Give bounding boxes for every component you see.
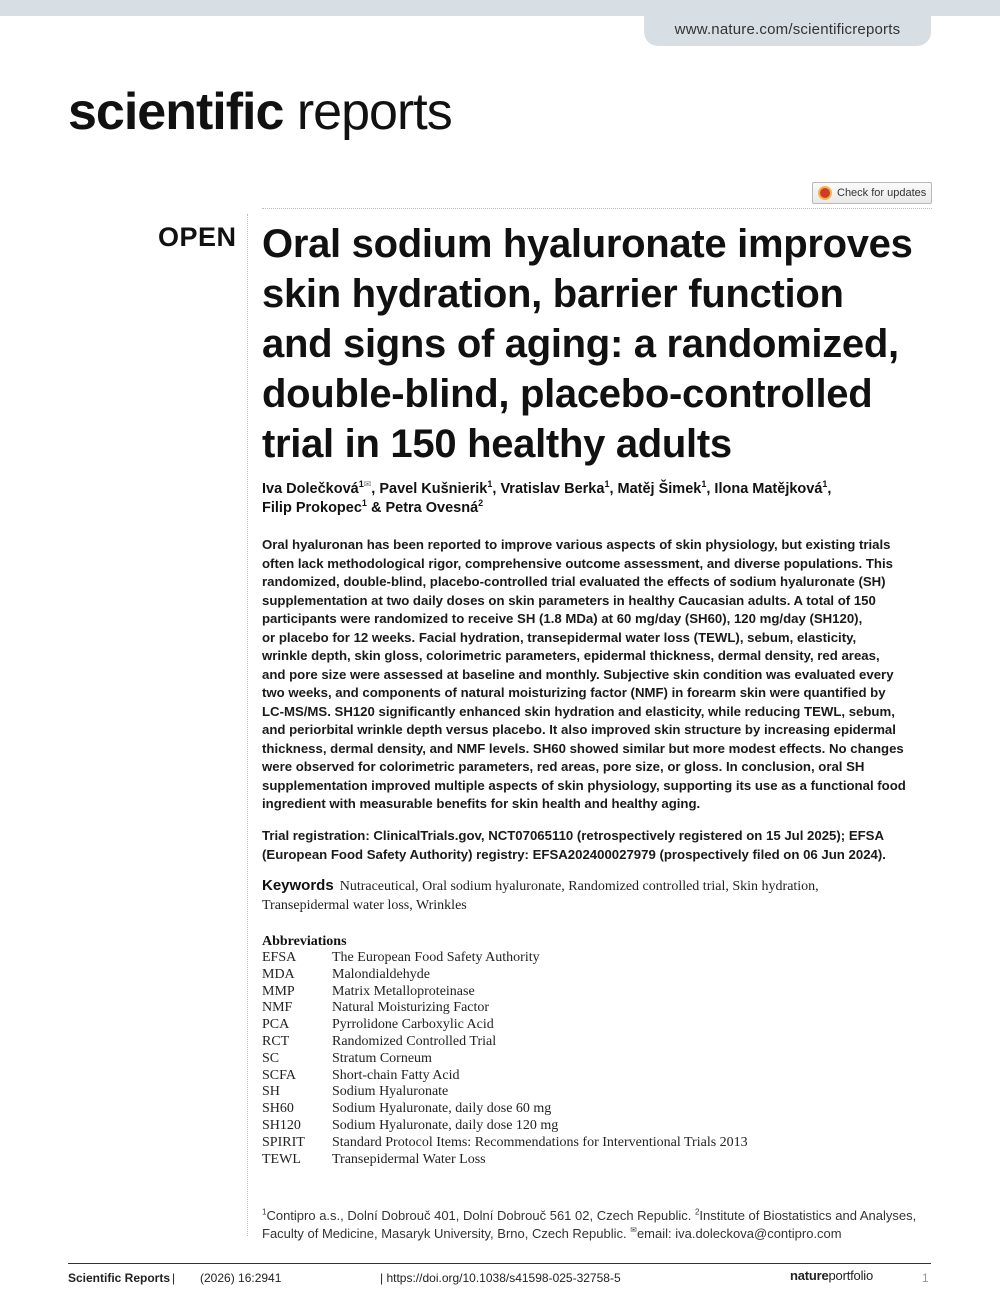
logo-light: reports (283, 83, 452, 141)
affiliation-sup: 1 (361, 498, 367, 509)
abstract-line: LC-MS/MS. SH120 significantly enhanced skin hydration and elasticity, while reducing TEWL, sebum, (262, 703, 895, 719)
keywords-line: Transepidermal water loss, Wrinkles (262, 898, 467, 913)
open-access-label: OPEN (158, 222, 237, 252)
article-title (262, 219, 932, 469)
affiliation-sup: 2 (478, 498, 484, 509)
abstract-line: ingredient with measurable benefits for skin health and healthy aging. (262, 796, 701, 811)
abbreviation-definition: Sodium Hyaluronate, daily dose 120 mg (332, 1117, 559, 1133)
abbreviation-row (262, 1152, 932, 1169)
abstract-line: supplementation at two daily doses on skin parameters in healthy Caucasian adults. A total of 150 (262, 592, 876, 608)
abbreviations (262, 933, 932, 1168)
abstract-line: and pore size were assessed at baseline and monthly. Subjective skin condition was evaluated every (262, 666, 894, 682)
abbreviation: NMF (262, 1000, 293, 1016)
check-updates-label: Check for updates (837, 187, 927, 199)
journal-url[interactable]: www.nature.com/scientificreports (644, 14, 931, 46)
journal-logo[interactable] (68, 82, 452, 142)
abbreviation: SC (262, 1050, 280, 1066)
abbreviation: MMP (262, 983, 295, 999)
abbreviation: TEWL (262, 1151, 301, 1167)
abbreviation-row (262, 1051, 932, 1068)
abstract-line: two weeks, and components of natural moisturizing factor (NMF) in forearm skin were quantified by (262, 685, 886, 700)
abbreviation-row (262, 967, 932, 984)
abstract-line: thickness, dermal density, and NMF levels. SH60 showed similar but more modest effects. No changes (262, 740, 904, 756)
abbreviation-row (262, 950, 932, 967)
author-name[interactable]: Filip Prokopec (262, 500, 362, 516)
abbreviation-row (262, 984, 932, 1001)
keywords-label: Keywords (262, 877, 334, 894)
abstract-line: were observed for colorimetric parameters, red areas, pore size, or gloss. In conclusion, oral SH (262, 759, 865, 774)
abbreviation: MDA (262, 966, 295, 982)
page-number: 1 (922, 1271, 929, 1285)
affiliation-line (262, 1207, 937, 1225)
abbreviation: SH60 (262, 1101, 294, 1117)
author-separator: , (371, 481, 380, 497)
abstract-line: wrinkle depth, skin gloss, colorimetric parameters, epidermal thickness, dermal density, red areas, (262, 648, 880, 663)
keywords-text: Nutraceutical, Oral sodium hyaluronate, Randomized controlled trial, Skin hydration, (339, 879, 819, 894)
affiliation-sup: 1 (358, 479, 364, 490)
check-for-updates-button[interactable] (812, 182, 932, 204)
author-name[interactable]: Matěj Šimek (617, 481, 702, 497)
abbreviation-definition: Matrix Metalloproteinase (332, 983, 475, 999)
author-name[interactable]: Pavel Kušnierik (379, 481, 488, 497)
author-separator: , (706, 481, 715, 497)
abbreviation-definition: Sodium Hyaluronate (332, 1084, 449, 1100)
title-line: Oral sodium hyaluronate improves (262, 222, 913, 266)
abbreviation-definition: Natural Moisturizing Factor (332, 1000, 490, 1016)
abstract-line: often lack methodological rigor, comprehensive outcome assessment, and diverse populations. This (262, 555, 893, 571)
abbreviation-row (262, 1017, 932, 1034)
affiliation-sup: 1 (701, 479, 707, 490)
footer-journal: Scientific Reports (68, 1271, 171, 1285)
trial-line: (European Food Safety Authority) registry: EFSA202400027979 (prospectively filed on 06 Jun 2024). (262, 846, 886, 862)
author-name[interactable]: Iva Dolečková (262, 481, 359, 497)
affiliation-sup: 2 (694, 1207, 700, 1217)
footer-doi-link[interactable]: | https://doi.org/10.1038/s41598-025-32758-5 (380, 1271, 621, 1285)
title-line: trial in 150 healthy adults (262, 422, 732, 466)
abbreviation-definition: Stratum Corneum (332, 1050, 432, 1066)
abbreviation-definition: Malondialdehyde (332, 966, 430, 982)
abstract-line: Oral hyaluronan has been reported to improve various aspects of skin physiology, but existing trials (262, 537, 891, 552)
author-name[interactable]: Petra Ovesná (385, 500, 479, 516)
abbreviation-definition: Short-chain Fatty Acid (332, 1067, 460, 1083)
footer-divider (68, 1263, 931, 1264)
author-name[interactable]: Vratislav Berka (500, 481, 605, 497)
affiliation-sup: 1 (487, 479, 493, 490)
divider-horizontal (262, 208, 932, 209)
trial-line: Trial registration: ClinicalTrials.gov, NCT07065110 (retrospectively registered on 15 Jul 2025); EFSA (262, 828, 885, 843)
abstract-line: and periorbital wrinkle depth versus placebo. It also improved skin structure by increasing epidermal (262, 722, 896, 737)
affiliation-sup: 1 (262, 1207, 267, 1217)
affiliation-sup: 1 (604, 479, 610, 490)
corresponding-email[interactable]: email: iva.doleckova@contipro.com (636, 1225, 842, 1241)
abbreviation-definition: Pyrrolidone Carboxylic Acid (332, 1017, 494, 1033)
abstract (262, 536, 932, 814)
abbreviation-row (262, 1135, 932, 1152)
abbreviation-definition: Sodium Hyaluronate, daily dose 60 mg (332, 1101, 552, 1117)
abbreviation: RCT (262, 1033, 290, 1049)
keywords-line (262, 876, 932, 896)
keywords (262, 876, 932, 915)
abstract-line: participants were randomized to receive SH (1.8 MDa) at 60 mg/day (SH60), 120 mg/day (SH120), (262, 611, 863, 626)
abbreviation-definition: Randomized Controlled Trial (332, 1033, 497, 1049)
abbreviations-title: Abbreviations (262, 934, 347, 949)
title-line: skin hydration, barrier function (262, 272, 844, 316)
affiliation-sup: 1 (822, 479, 828, 490)
footer-separator: | (172, 1271, 176, 1285)
abbreviation-definition: Transepidermal Water Loss (332, 1151, 486, 1167)
abbreviation-definition: The European Food Safety Authority (332, 950, 540, 965)
email-icon[interactable]: ✉ (363, 479, 372, 490)
brand-light: portfolio (828, 1268, 873, 1283)
title-line: double-blind, placebo-controlled (262, 372, 873, 416)
abbreviation-row (262, 1068, 932, 1085)
logo-bold: scientific (68, 83, 284, 141)
author-separator: , (492, 481, 501, 497)
abstract-line: supplementation improved multiple aspects of skin physiology, supporting its use as a functional food (262, 777, 906, 793)
abbreviation: PCA (262, 1017, 290, 1033)
abbreviation-row (262, 1000, 932, 1017)
affiliation-text: Faculty of Medicine, Masaryk University, Brno, Czech Republic. (262, 1225, 631, 1241)
abbreviation-row (262, 1084, 932, 1101)
author-separator: , (827, 481, 832, 497)
nature-portfolio-logo (790, 1268, 873, 1283)
affiliation-line (262, 1225, 937, 1243)
trial-registration (262, 827, 932, 864)
affiliation-text: Contipro a.s., Dolní Dobrouč 401, Dolní Dobrouč 561 02, Czech Republic. (266, 1208, 695, 1223)
abbreviation: EFSA (262, 950, 297, 965)
author-separator: , (609, 481, 618, 497)
affiliations (262, 1207, 937, 1242)
abstract-line: randomized, double-blind, placebo-controlled trial evaluated the effects of sodium hyaluronate (SH) (262, 574, 886, 589)
abbreviation: SH (262, 1084, 280, 1100)
abbreviation: SH120 (262, 1117, 301, 1133)
check-updates-icon (818, 186, 832, 200)
brand-bold: nature (790, 1268, 829, 1283)
title-line: and signs of aging: a randomized, (262, 322, 899, 366)
abbreviation-row (262, 1034, 932, 1051)
author-list (262, 480, 932, 518)
abbreviation-row (262, 1101, 932, 1118)
email-icon: ✉ (630, 1225, 637, 1235)
author-separator: & (366, 500, 386, 516)
abstract-line: or placebo for 12 weeks. Facial hydration, transepidermal water loss (TEWL), sebum, elasticity, (262, 629, 857, 645)
author-name[interactable]: Ilona Matějková (714, 481, 823, 497)
affiliation-text: Institute of Biostatistics and Analyses, (699, 1208, 917, 1223)
abbreviation: SCFA (262, 1067, 296, 1083)
abbreviation-row (262, 1118, 932, 1135)
footer-issue: (2026) 16:2941 (200, 1271, 282, 1285)
abbreviation: SPIRIT (262, 1134, 305, 1150)
abbreviation-definition: Standard Protocol Items: Recommendations for Interventional Trials 2013 (332, 1134, 748, 1150)
divider-vertical (247, 214, 248, 1236)
